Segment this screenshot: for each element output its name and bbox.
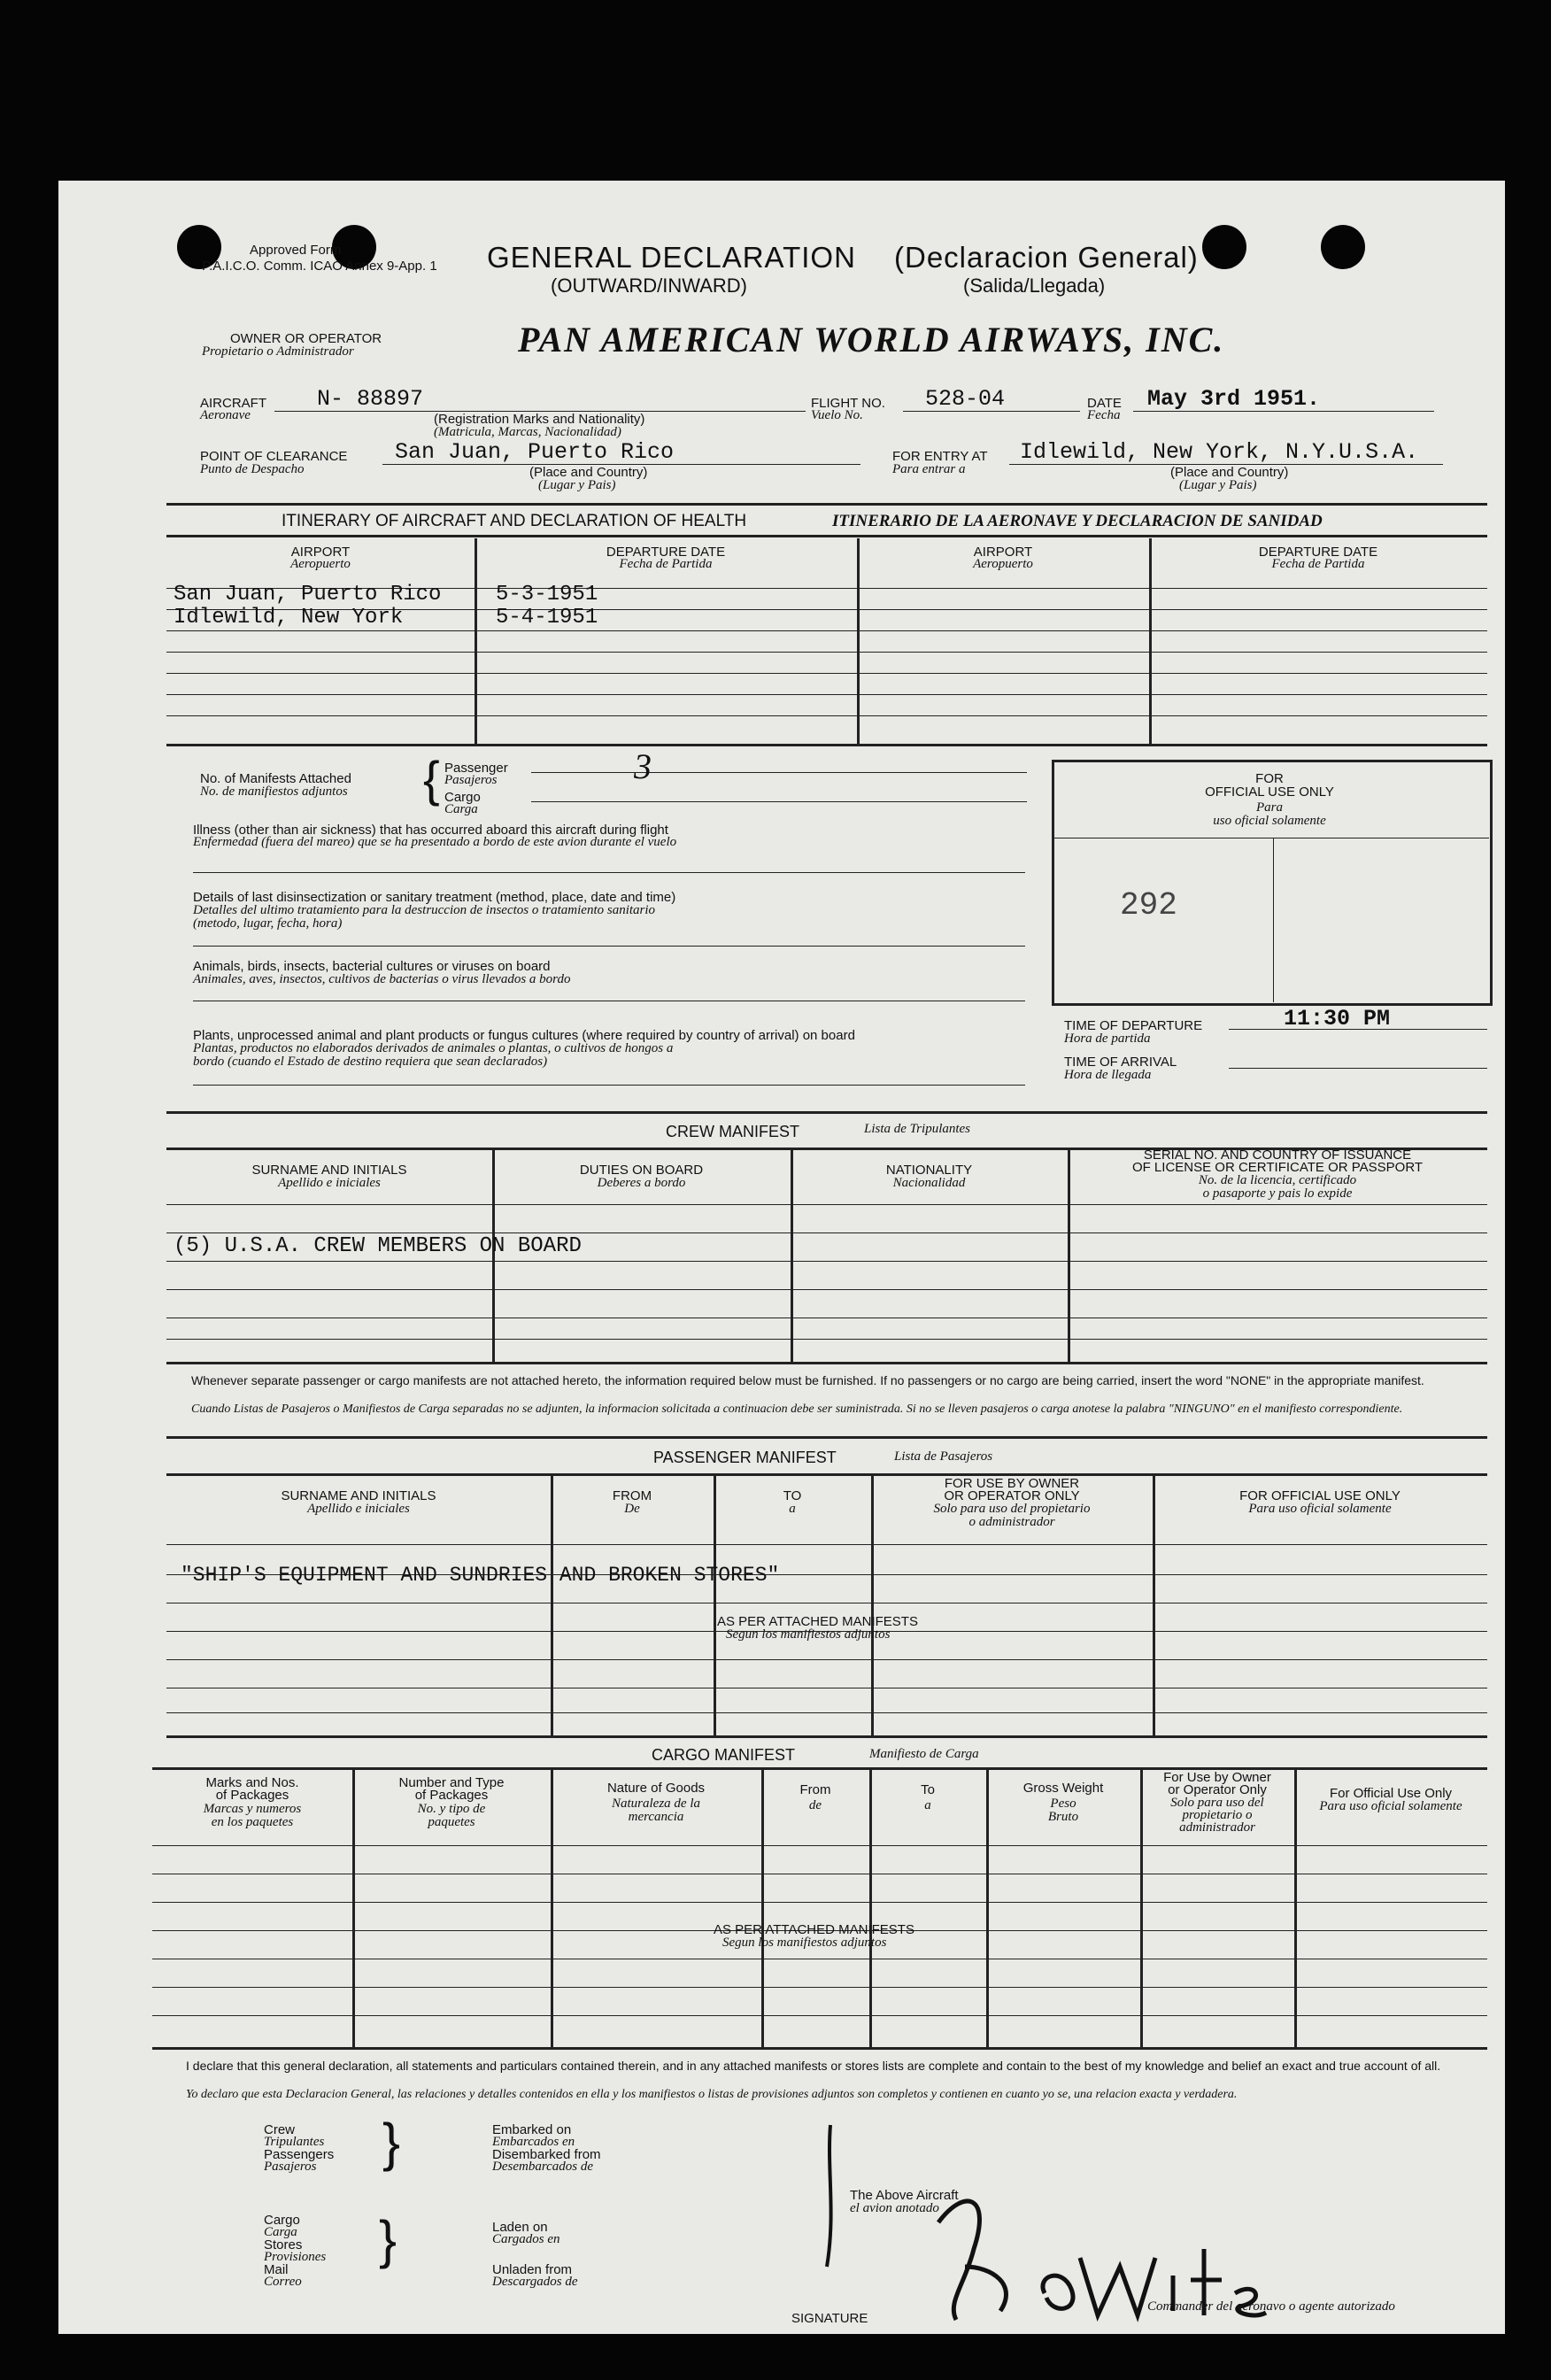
unladen-label-es: Descargados de xyxy=(492,2275,578,2289)
stores-label-es: Provisiones xyxy=(264,2250,327,2264)
itin-airport-header-es: Aeropuerto xyxy=(290,557,351,571)
crew-h-license: OF LICENSE OR CERTIFICATE OR PASSPORT xyxy=(1131,1160,1424,1175)
declaration-text-es: Yo declaro que esta Declaracion General, las relaciones y detalles contenidos en ella y los manifiestos o listas de provisiones adjuntos son completos y contienen en cuanto yo se, una relacion exacta y verdadera. xyxy=(186,2088,1238,2101)
itin-airport-2: Idlewild, New York xyxy=(174,606,404,630)
pax-h-from-es: De xyxy=(624,1502,640,1516)
cargo-h-nature-es: Naturaleza de la xyxy=(612,1797,700,1811)
crew-h-surname: SURNAME AND INITIALS xyxy=(251,1163,407,1178)
clearance-place: San Juan, Puerto Rico xyxy=(395,439,675,465)
declaration-text: I declare that this general declaration, all statements and particulars contained therein, and in any attached manifests or stores lists are complete and contain to the best of my knowledge and belief an exact and true account of all. xyxy=(186,2059,1441,2073)
pax-h-surname: SURNAME AND INITIALS xyxy=(281,1488,436,1503)
cargo-h-from: From xyxy=(799,1782,831,1797)
brace-icon: } xyxy=(382,2113,401,2172)
animals-label-es: Animales, aves, insectos, cultivos de bacterias o virus llevados a bordo xyxy=(193,972,571,986)
entry-label-es: Para entrar a xyxy=(892,462,966,476)
crew-entry: (5) U.S.A. CREW MEMBERS ON BOARD xyxy=(174,1234,582,1258)
cargo-h-from-es: de xyxy=(808,1798,822,1812)
approved-ref: P.A.I.C.O. Comm. ICAO Annex 9-App. 1 xyxy=(202,259,437,274)
owner-label: OWNER OR OPERATOR xyxy=(230,331,382,346)
departure-time-label-es: Hora de partida xyxy=(1064,1032,1151,1046)
manifest-notice-es: Cuando Listas de Pasajeros o Manifiestos de Carga separadas no se adjunten, la informacion solicitada a continuacion debe ser suministrada. Si no se lleven pasajeros o carga anotese la palabra "NINGUNO" en el manifiesto correspondiente. xyxy=(191,1402,1403,1416)
official-solamente: uso oficial solamente xyxy=(1213,814,1326,828)
clearance-sub-es: (Lugar y Pais) xyxy=(538,478,616,492)
cargo-h-to: To xyxy=(921,1782,935,1797)
cargo-h-weight-es-2: Bruto xyxy=(1047,1810,1079,1824)
cargo-label: Cargo xyxy=(264,2213,300,2228)
passenger-entry: "SHIP'S EQUIPMENT AND SUNDRIES AND BROKEN STORES" xyxy=(181,1564,780,1587)
pax-h-surname-es: Apellido e iniciales xyxy=(307,1502,410,1516)
plants-label: Plants, unprocessed animal and plant products or fungus cultures (where required by country of arrival) on board xyxy=(193,1028,855,1043)
pax-h-owner-es: Solo para uso del propietario xyxy=(933,1502,1091,1516)
owner-label-es: Propietario o Administrador xyxy=(202,344,354,359)
clearance-label: POINT OF CLEARANCE xyxy=(200,449,348,464)
above-aircraft-es: el avion anotado xyxy=(850,2201,939,2215)
clearance-sub: (Place and Country) xyxy=(529,465,648,480)
itin-departure-header-es: Fecha de Partida xyxy=(619,557,713,571)
crew-h-serial: SERIAL NO. AND COUNTRY OF ISSUANCE xyxy=(1143,1148,1412,1163)
aircraft-sub: (Registration Marks and Nationality) xyxy=(434,412,645,427)
illness-label: Illness (other than air sickness) that has occurred aboard this aircraft during flight xyxy=(193,823,668,838)
pax-h-to-es: a xyxy=(789,1502,796,1516)
punch-hole xyxy=(1202,225,1246,269)
embarked-label-es: Embarcados en xyxy=(492,2135,575,2149)
cargo-label-es: Carga xyxy=(264,2225,297,2239)
passenger-manifest-title-es: Lista de Pasajeros xyxy=(894,1449,993,1464)
arrival-time-label: TIME OF ARRIVAL xyxy=(1064,1055,1177,1070)
aircraft-label-es: Aeronave xyxy=(200,408,251,422)
clearance-label-es: Punto de Despacho xyxy=(200,462,305,476)
crew-label: Crew xyxy=(264,2122,296,2137)
itin-departure-header-2: DEPARTURE DATE xyxy=(1258,545,1378,560)
cargo-h-weight: Gross Weight xyxy=(1022,1781,1104,1796)
cargo-h-owner-es-3: administrador xyxy=(1179,1820,1255,1835)
manifest-notice: Whenever separate passenger or cargo manifests are not attached hereto, the information required below must be furnished. If no passengers or no cargo are being carried, insert the word "NONE" in the appropriate manifest. xyxy=(191,1373,1424,1387)
brace-icon: } xyxy=(379,2210,397,2269)
cargo-per-manifests: AS PER ATTACHED MANIFESTS xyxy=(714,1922,914,1937)
cargo-h-operator: or Operator Only xyxy=(1168,1782,1267,1797)
mail-label-es: Correo xyxy=(264,2275,302,2289)
cargo-manifest-count: 3 xyxy=(634,746,652,786)
cargo-h-marks-es-2: en los paquetes xyxy=(211,1815,294,1829)
arrival-time-label-es: Hora de llegada xyxy=(1064,1068,1152,1082)
pax-h-operator: OR OPERATOR ONLY xyxy=(944,1488,1080,1503)
cargo-h-owner: For Use by Owner xyxy=(1163,1770,1271,1785)
cargo-h-weight-es: Peso xyxy=(1050,1797,1076,1811)
date-label: DATE xyxy=(1087,396,1122,411)
itin-airport-header-2: AIRPORT xyxy=(973,545,1033,560)
handwritten-signature xyxy=(814,2116,1275,2329)
cargo-h-marks-es: Marcas y numeros xyxy=(203,1802,302,1816)
official-stamp-number: 292 xyxy=(1120,887,1177,923)
official-para: Para xyxy=(1256,800,1283,815)
itin-departure-header: DEPARTURE DATE xyxy=(606,545,726,560)
disembarked-label: Disembarked from xyxy=(492,2147,601,2162)
cargo-manifest-label: Cargo xyxy=(444,790,481,805)
stores-label: Stores xyxy=(264,2237,303,2252)
itin-date-2: 5-4-1951 xyxy=(496,606,598,630)
pax-h-official: FOR OFFICIAL USE ONLY xyxy=(1239,1488,1401,1503)
manifests-label: No. of Manifests Attached xyxy=(200,771,351,786)
cargo-h-owner-es-2: propietario o xyxy=(1182,1808,1253,1822)
cargo-h-official-es: Para uso oficial solamente xyxy=(1319,1799,1462,1813)
crew-h-surname-es: Apellido e iniciales xyxy=(278,1176,381,1190)
disembarked-label-es: Desembarcados de xyxy=(492,2160,594,2174)
punch-hole xyxy=(1321,225,1365,269)
brace-icon: { xyxy=(423,751,440,807)
laden-label: Laden on xyxy=(492,2220,548,2235)
crew-manifest-title-es: Lista de Tripulantes xyxy=(864,1122,971,1136)
crew-h-serial-es: No. de la licencia, certificado xyxy=(1198,1173,1357,1187)
crew-h-nationality: NATIONALITY xyxy=(885,1163,973,1178)
passengers-label-es: Pasajeros xyxy=(264,2160,317,2174)
form-subtitle-es: (Salida/Llegada) xyxy=(963,274,1106,297)
pax-h-to: TO xyxy=(783,1488,802,1503)
signature-label: SIGNATURE xyxy=(791,2311,868,2326)
flight-label-es: Vuelo No. xyxy=(811,408,863,422)
illness-label-es: Enfermedad (fuera del mareo) que se ha presentado a bordo de este avion durante el vuelo xyxy=(193,835,677,849)
aircraft-label: AIRCRAFT xyxy=(200,396,266,411)
entry-sub: (Place and Country) xyxy=(1170,465,1289,480)
passengers-label: Passengers xyxy=(264,2147,335,2162)
cargo-h-marks-b: of Packages xyxy=(215,1788,289,1803)
cargo-h-number-es: No. y tipo de xyxy=(417,1802,486,1816)
aircraft-sub-es: (Matricula, Marcas, Nacionalidad) xyxy=(434,425,621,439)
cargo-per-manifests-es: Segun los manifiestos adjuntos xyxy=(722,1936,887,1950)
embarked-label: Embarked on xyxy=(492,2122,572,2137)
disinsect-label-es: Detalles del ultimo tratamiento para la destruccion de insectos o tratamiento sanitario xyxy=(193,903,656,917)
passenger-manifest-label-es: Pasajeros xyxy=(444,773,498,787)
itin-departure-header-es-2: Fecha de Partida xyxy=(1271,557,1365,571)
crew-h-serial-es-2: o pasaporte y pais lo expide xyxy=(1202,1186,1353,1201)
date-value: May 3rd 1951. xyxy=(1147,386,1321,412)
cargo-h-owner-es: Solo para uso del xyxy=(1170,1796,1264,1810)
approved-form: Approved Form xyxy=(250,243,342,258)
official-for: FOR xyxy=(1255,771,1284,786)
plants-label-es-2: bordo (cuando el Estado de destino requiera que sean declarados) xyxy=(193,1055,548,1069)
official-use-only: OFFICIAL USE ONLY xyxy=(1205,784,1334,800)
cargo-h-official: For Official Use Only xyxy=(1329,1786,1453,1801)
crew-h-duties-es: Deberes a bordo xyxy=(597,1176,686,1190)
aircraft-registration: N- 88897 xyxy=(317,386,424,412)
cargo-manifest-title-es: Manifiesto de Carga xyxy=(869,1747,979,1761)
passenger-manifest-title: PASSENGER MANIFEST xyxy=(653,1449,837,1466)
pax-per-manifests: AS PER ATTACHED MANIFESTS xyxy=(717,1614,918,1629)
plants-label-es: Plantas, productos no elaborados derivados de animales o plantas, o cultivos de hongos a xyxy=(193,1041,674,1055)
itin-airport-header: AIRPORT xyxy=(290,545,351,560)
pax-h-owner: FOR USE BY OWNER xyxy=(944,1476,1080,1491)
animals-label: Animals, birds, insects, bacterial cultures or viruses on board xyxy=(193,959,551,974)
entry-sub-es: (Lugar y Pais) xyxy=(1179,478,1257,492)
cargo-h-marks: Marks and Nos. xyxy=(205,1775,299,1790)
unladen-label: Unladen from xyxy=(492,2262,573,2277)
cargo-manifest-title: CARGO MANIFEST xyxy=(652,1746,796,1764)
pax-h-from: FROM xyxy=(612,1488,652,1503)
above-aircraft: The Above Aircraft xyxy=(850,2188,959,2203)
crew-h-duties: DUTIES ON BOARD xyxy=(579,1163,704,1178)
entry-place: Idlewild, New York, N.Y.U.S.A. xyxy=(1020,439,1419,465)
crew-h-nationality-es: Nacionalidad xyxy=(892,1176,966,1190)
cargo-h-to-es: a xyxy=(924,1798,931,1812)
disinsect-label: Details of last disinsectization or sanitary treatment (method, place, date and time) xyxy=(193,890,676,905)
crew-label-es: Tripulantes xyxy=(264,2135,325,2149)
pax-per-manifests-es: Segun los manifiestos adjuntos xyxy=(726,1627,891,1642)
form-subtitle: (OUTWARD/INWARD) xyxy=(551,274,747,297)
cargo-h-nature: Nature of Goods xyxy=(606,1781,706,1796)
manifests-label-es: No. de manifiestos adjuntos xyxy=(200,784,348,799)
commander-label: Commander del aeronavo o agente autorizado xyxy=(1147,2299,1395,2314)
cargo-h-number-b: of Packages xyxy=(414,1788,489,1803)
cargo-h-nature-es-2: mercancia xyxy=(628,1810,684,1824)
mail-label: Mail xyxy=(264,2262,289,2277)
cargo-h-number: Number and Type xyxy=(398,1775,505,1790)
passenger-manifest-label: Passenger xyxy=(444,761,508,776)
crew-manifest-title: CREW MANIFEST xyxy=(666,1123,799,1140)
disinsect-label-es-2: (metodo, lugar, fecha, hora) xyxy=(193,916,343,931)
laden-label-es: Cargados en xyxy=(492,2232,560,2246)
pax-h-owner-es-2: o administrador xyxy=(968,1515,1055,1529)
itin-airport-1: San Juan, Puerto Rico xyxy=(174,583,442,607)
entry-label: FOR ENTRY AT xyxy=(892,449,988,464)
date-label-es: Fecha xyxy=(1087,408,1121,422)
form-title-es: (Declaracion General) xyxy=(894,241,1199,274)
cargo-manifest-label-es: Carga xyxy=(444,802,478,816)
itin-airport-header-es-2: Aeropuerto xyxy=(973,557,1033,571)
itin-date-1: 5-3-1951 xyxy=(496,583,598,607)
flight-number: 528-04 xyxy=(925,386,1006,412)
flight-label: FLIGHT NO. xyxy=(811,396,885,411)
itinerary-title-es: ITINERARIO DE LA AERONAVE Y DECLARACION DE SANIDAD xyxy=(832,512,1323,530)
form-title: GENERAL DECLARATION xyxy=(487,241,856,274)
operator-name: PAN AMERICAN WORLD AIRWAYS, INC. xyxy=(518,320,1225,359)
departure-time: 11:30 PM xyxy=(1284,1006,1391,1032)
cargo-h-number-es-2: paquetes xyxy=(428,1815,475,1829)
pax-h-official-es: Para uso oficial solamente xyxy=(1248,1502,1392,1516)
itinerary-title: ITINERARY OF AIRCRAFT AND DECLARATION OF HEALTH xyxy=(282,512,747,530)
departure-time-label: TIME OF DEPARTURE xyxy=(1064,1018,1203,1033)
